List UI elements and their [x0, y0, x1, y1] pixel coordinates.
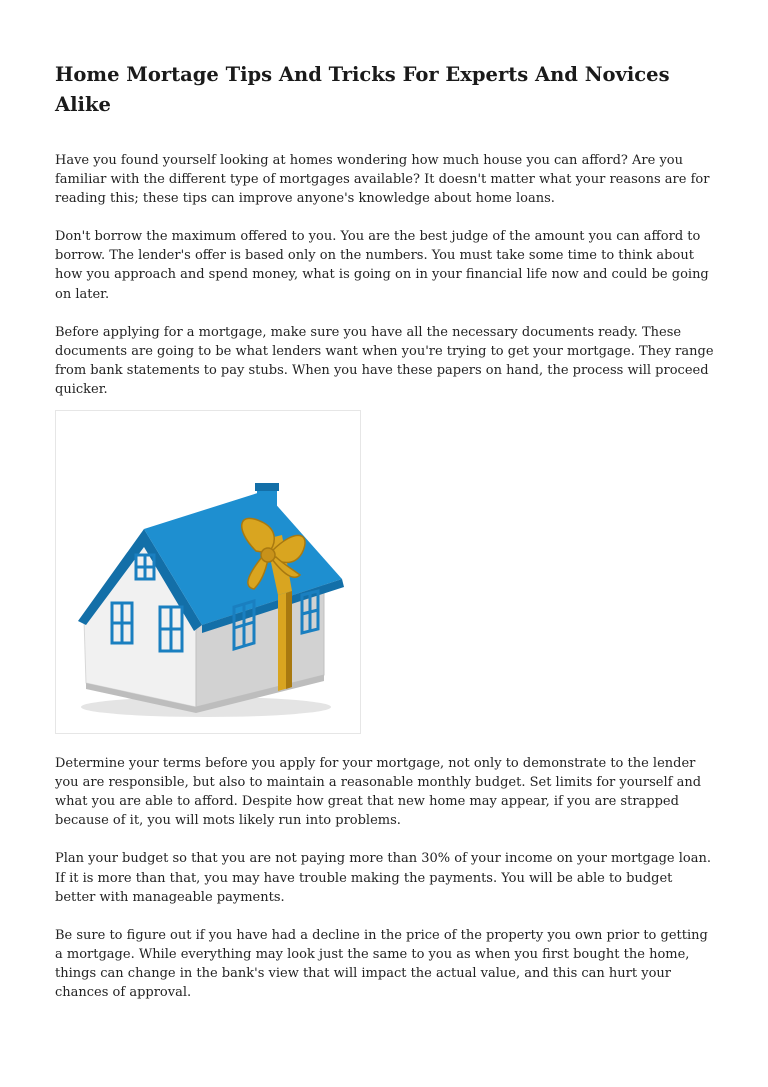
house-gift-illustration — [55, 410, 361, 734]
document-page — [55, 60, 715, 1002]
paragraph: Before applying for a mortgage, make sure you have all the necessary documents ready. These documents are going to be what lenders want when you're trying to get your mortgage. They range from bank statements to pay stubs. When you have these papers on hand, the process will proceed quicker. — [55, 324, 714, 397]
paragraph: Have you found yourself looking at homes wondering how much house you can afford? Are you familiar with the different type of mortgages available? It doesn't matter what your reasons are for reading this; these tips can improve anyone's knowledge about home loans. — [55, 153, 710, 207]
paragraph: Be sure to figure out if you have had a decline in the price of the property you own prior to getting a mortgage. While everything may look just the same to you as when you first bought the home, things can change in the bank's view that will impact the actual value, and this can hurt your chances of approval. — [55, 927, 708, 1000]
paragraph: Determine your terms before you apply for your mortgage, not only to demonstrate to the lender you are responsible, but also to maintain a reasonable monthly budget. Set limits for yourself and what you are able to afford. Despite how great that new home may appear, if you are strapped because of it, you will mots likely run into problems. — [55, 756, 702, 829]
paragraph: Plan your budget so that you are not paying more than 30% of your income on your mortgage loan. If it is more than that, you may have trouble making the payments. You will be able to budget better with manageable payments. — [55, 851, 711, 905]
paragraph: Don't borrow the maximum offered to you. You are the best judge of the amount you can afford to borrow. The lender's offer is based only on the numbers. You must take some time to think about how you approach and spend money, what is going on in your financial life now and could be going on later. — [55, 229, 709, 302]
document-title: Home Mortage Tips And Tricks For Experts And Novices Alike — [55, 63, 670, 116]
